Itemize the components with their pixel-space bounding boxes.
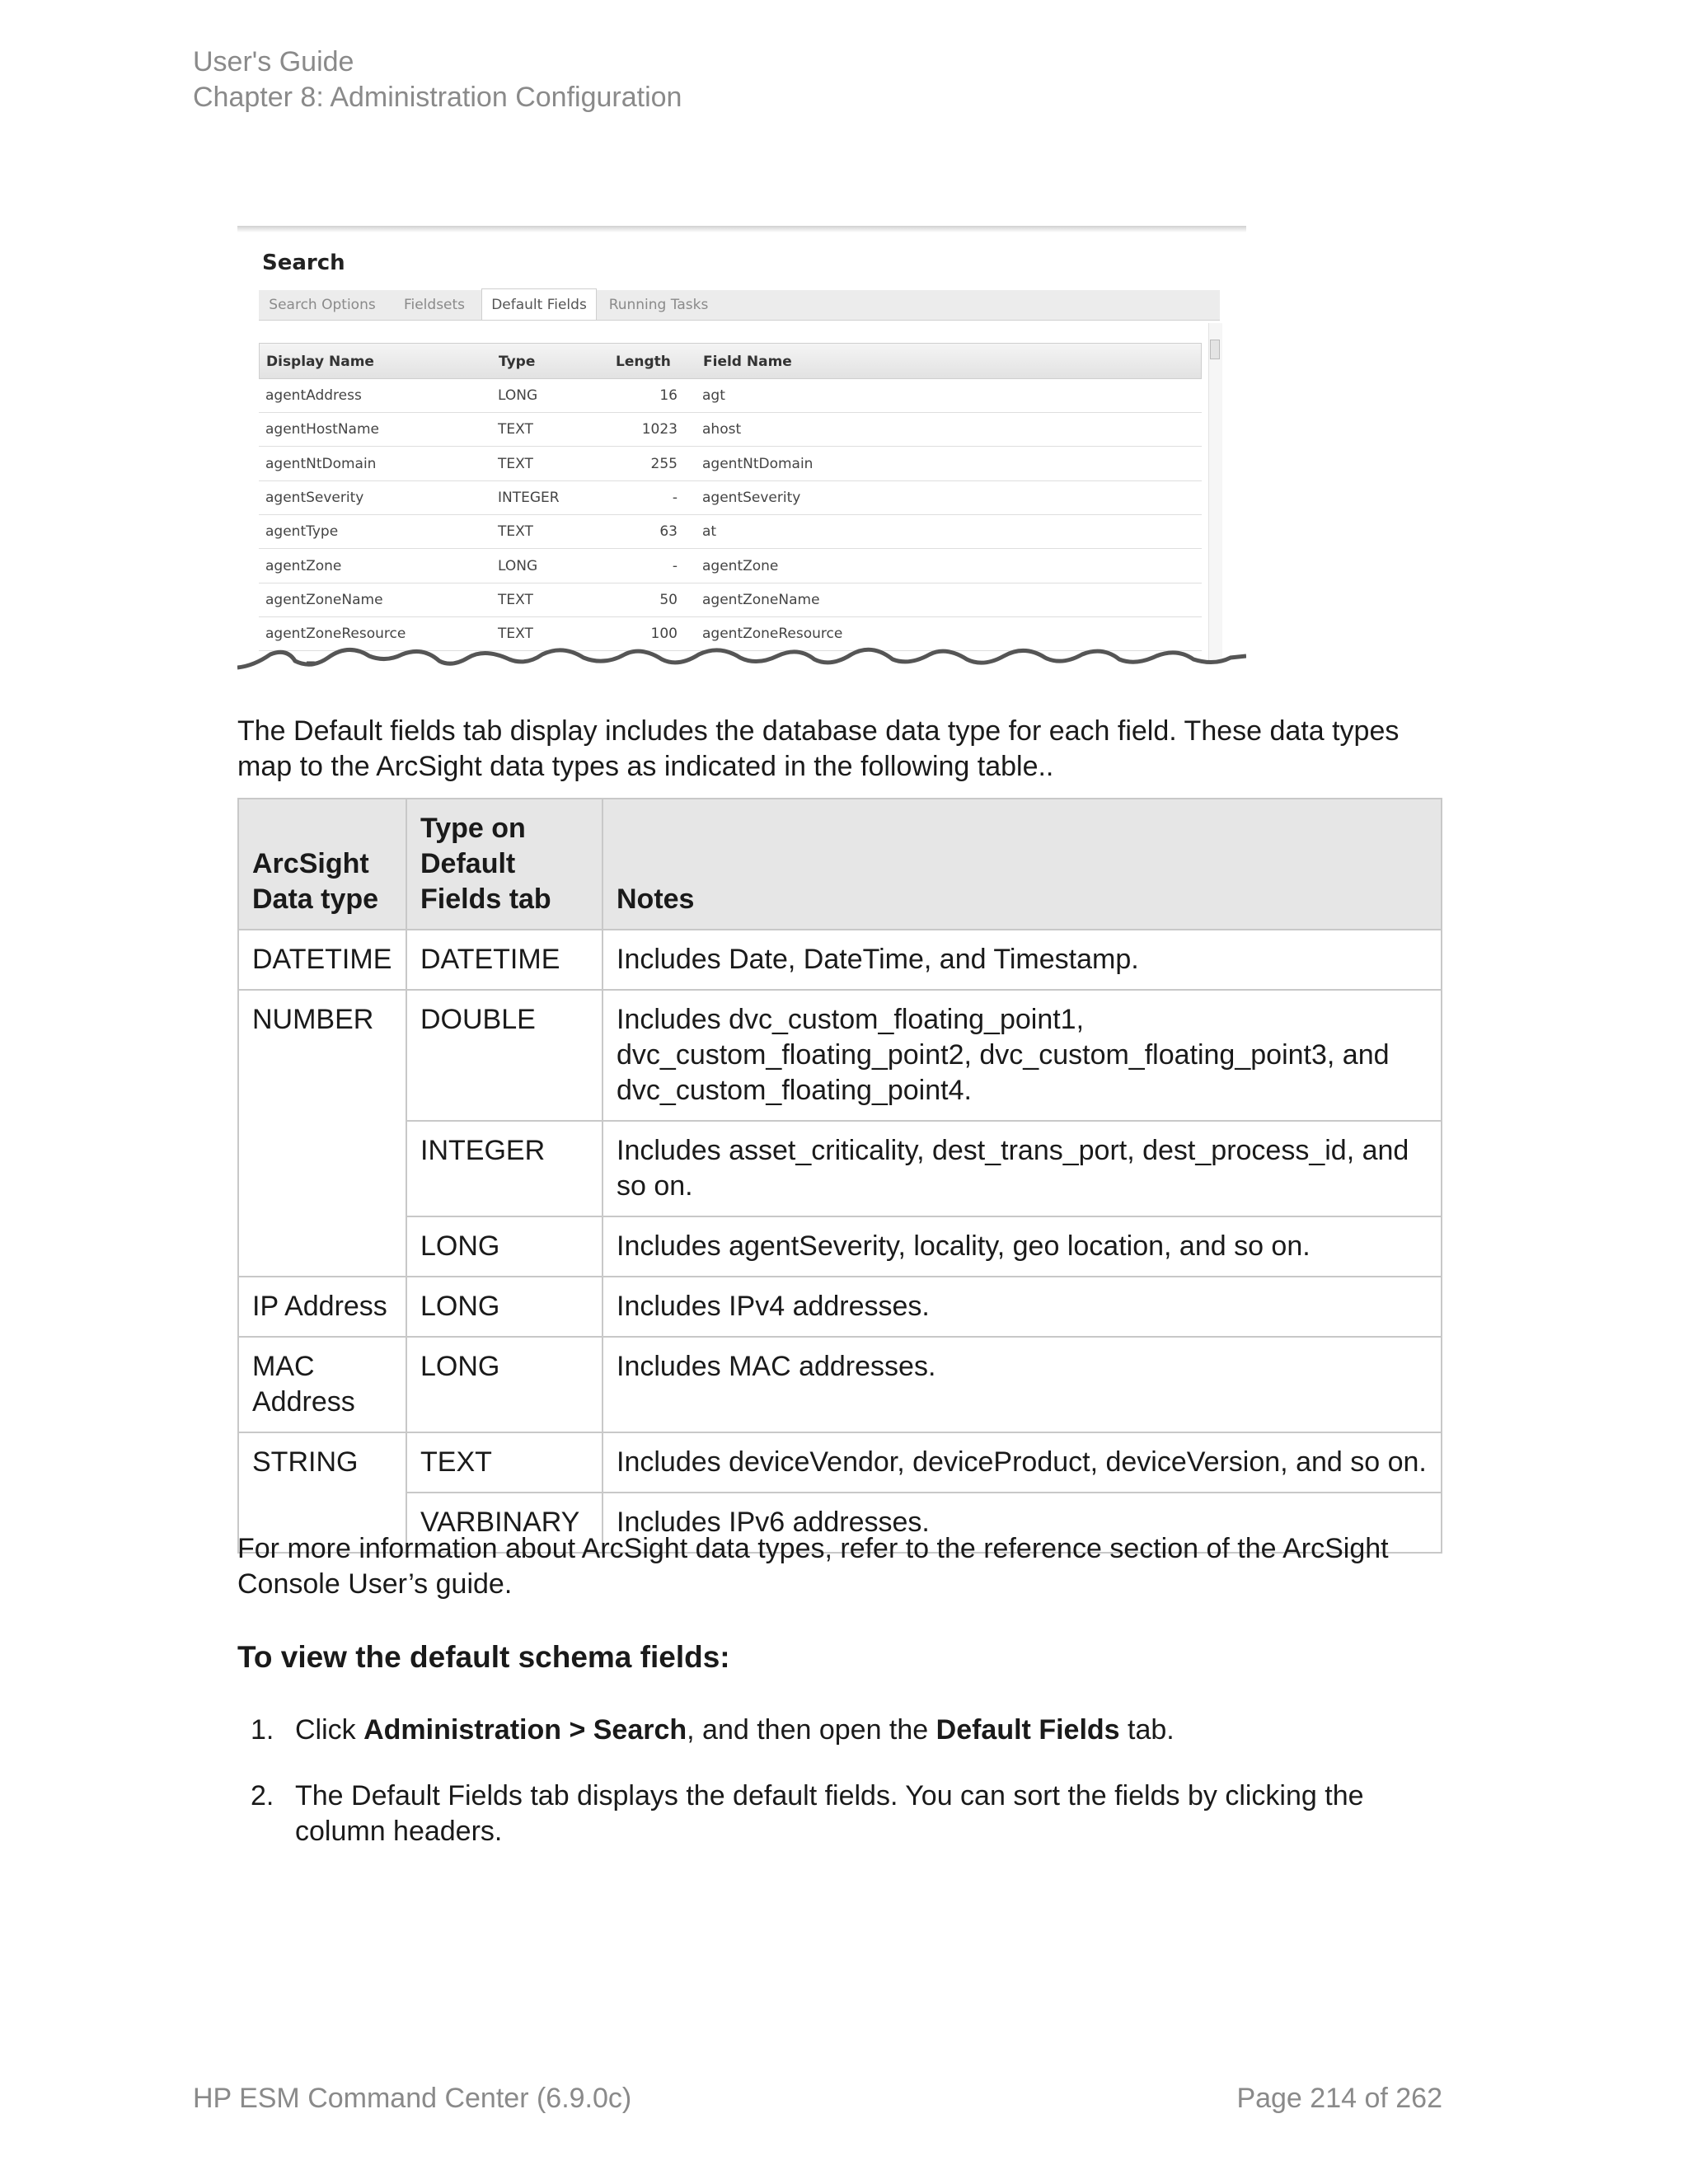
arcsight-type-cell: IP Address	[238, 1277, 406, 1337]
field-type-cell: LONG	[406, 1216, 603, 1277]
header-chapter-title: Chapter 8: Administration Configuration	[193, 82, 682, 113]
step-number: 1.	[251, 1714, 274, 1746]
type-cell: TEXT	[498, 421, 533, 438]
data-type-mapping-table	[237, 798, 1442, 1554]
footer-product-name: HP ESM Command Center (6.9.0c)	[193, 2083, 632, 2114]
type-cell: TEXT	[498, 626, 533, 643]
table-row	[238, 1432, 1442, 1493]
column-header-type[interactable]: Type	[499, 354, 536, 370]
arcsight-type-cell: NUMBER	[238, 990, 406, 1277]
header-default-fields-type: Type on Default Fields tab	[406, 799, 603, 930]
step-text: The Default Fields tab displays the default fields. You can sort the fields by clicking the column headers.	[295, 1780, 1364, 1847]
field-type-cell: LONG	[406, 1337, 603, 1432]
display-name-cell: agentNtDomain	[265, 455, 377, 472]
type-cell: TEXT	[498, 523, 533, 541]
length-cell: 100	[650, 626, 678, 643]
length-cell: 50	[659, 591, 678, 608]
field-type-cell: LONG	[406, 1277, 603, 1337]
type-cell: LONG	[498, 387, 538, 404]
tab-search-options[interactable]: Search Options	[269, 297, 376, 313]
step-text-part: , and then open the	[687, 1714, 936, 1746]
arcsight-type-cell: DATETIME	[238, 930, 406, 990]
notes-cell: Includes Date, DateTime, and Timestamp.	[603, 930, 1442, 990]
length-cell: -	[672, 557, 678, 574]
notes-cell: Includes IPv6 addresses.	[603, 1493, 1442, 1553]
notes-cell: Includes agentSeverity, locality, geo location, and so on.	[603, 1216, 1442, 1277]
step-text	[295, 1713, 1449, 1748]
tab-default-fields[interactable]: Default Fields	[481, 288, 597, 320]
display-name-cell: agentZoneResource	[265, 626, 406, 643]
table-row	[238, 990, 1442, 1121]
field-type-cell: TEXT	[406, 1432, 603, 1493]
table-row	[238, 1216, 1442, 1277]
table-row	[238, 1121, 1442, 1216]
tab-fieldsets[interactable]: Fieldsets	[403, 297, 466, 313]
torn-edge-icon	[237, 226, 1246, 679]
column-header-length[interactable]: Length	[616, 354, 671, 370]
intro-paragraph: The Default fields tab display includes the database data type for each field. These data types map to the ArcSight data types as indicated in the following table..	[237, 715, 1400, 782]
display-name-cell: agentAddress	[265, 387, 362, 404]
field-type-cell: DOUBLE	[406, 990, 603, 1121]
length-cell: 16	[659, 387, 678, 404]
field-name-cell: at	[702, 523, 717, 541]
search-panel-title: Search	[262, 251, 345, 275]
step-number: 2.	[251, 1780, 274, 1811]
default-fields-screenshot	[237, 226, 1246, 679]
field-type-cell: INTEGER	[406, 1121, 603, 1216]
field-name-cell: ahost	[702, 421, 742, 438]
notes-cell: Includes deviceVendor, deviceProduct, deviceVersion, and so on.	[603, 1432, 1442, 1493]
length-cell: 63	[659, 523, 678, 541]
display-name-cell: agentHostName	[265, 421, 379, 438]
notes-cell: Includes IPv4 addresses.	[603, 1277, 1442, 1337]
type-cell: LONG	[498, 557, 538, 574]
field-name-cell: agentZoneResource	[702, 626, 843, 643]
field-name-cell: agentZone	[702, 557, 779, 574]
menu-path-emphasis: Administration > Search	[363, 1714, 687, 1746]
running-header	[193, 45, 682, 115]
display-name-cell: agentType	[265, 523, 339, 541]
notes-cell: Includes dvc_custom_floating_point1, dvc_custom_floating_point2, dvc_custom_floating_point3, and dvc_custom_floating_point4.	[603, 990, 1442, 1121]
field-name-cell: agentZoneName	[702, 591, 820, 608]
tab-running-tasks[interactable]: Running Tasks	[608, 297, 709, 313]
procedure-heading: To view the default schema fields:	[237, 1640, 730, 1674]
notes-cell: Includes MAC addresses.	[603, 1337, 1442, 1432]
field-type-cell: DATETIME	[406, 930, 603, 990]
header-guide-title: User's Guide	[193, 46, 354, 77]
display-name-cell: agentZone	[265, 557, 342, 574]
header-notes: Notes	[603, 799, 1442, 930]
display-name-cell: agentSeverity	[265, 489, 364, 506]
column-header-display-name[interactable]: Display Name	[266, 354, 374, 370]
field-name-cell: agt	[702, 387, 725, 404]
footer-page-number: Page 214 of 262	[1236, 2083, 1442, 2114]
length-cell: 255	[650, 455, 678, 472]
more-info-paragraph: For more information about ArcSight data types, refer to the reference section of the ArcSight Console User’s guide.	[237, 1533, 1389, 1600]
tab-name-emphasis: Default Fields	[935, 1714, 1120, 1746]
field-name-cell: agentSeverity	[702, 489, 801, 506]
type-cell: INTEGER	[498, 489, 560, 506]
length-cell: -	[672, 489, 678, 506]
field-name-cell: agentNtDomain	[702, 455, 814, 472]
field-type-cell: VARBINARY	[406, 1493, 603, 1553]
table-row	[238, 1337, 1442, 1432]
header-arcsight-data-type: ArcSight Data type	[238, 799, 406, 930]
table-row	[238, 930, 1442, 990]
table-row	[238, 1277, 1442, 1337]
notes-cell: Includes asset_criticality, dest_trans_port, dest_process_id, and so on.	[603, 1121, 1442, 1216]
type-cell: TEXT	[498, 591, 533, 608]
display-name-cell: agentZoneName	[265, 591, 383, 608]
type-cell: TEXT	[498, 455, 533, 472]
arcsight-type-cell: STRING	[238, 1432, 406, 1553]
step-text-part: Click	[295, 1714, 364, 1746]
arcsight-type-cell: MAC Address	[238, 1337, 406, 1432]
step-text-part: tab.	[1119, 1714, 1175, 1746]
column-header-field-name[interactable]: Field Name	[703, 354, 792, 370]
length-cell: 1023	[641, 421, 678, 438]
table-header-row	[238, 799, 1442, 930]
